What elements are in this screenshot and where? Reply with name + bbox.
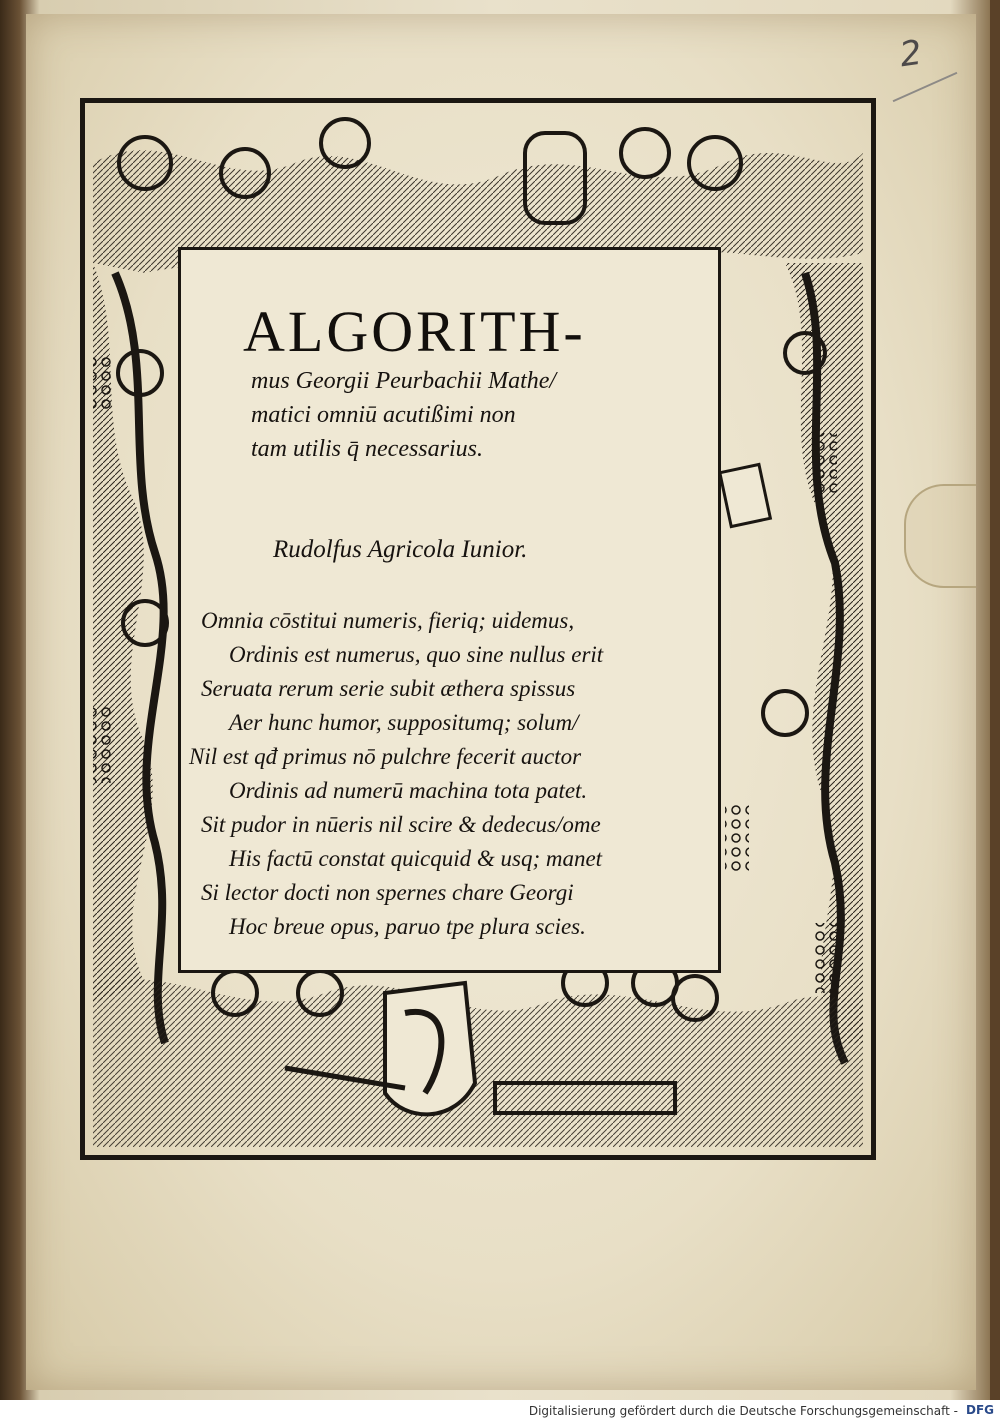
verse-line: Seruata rerum serie subit æthera spissus <box>201 676 576 701</box>
funding-notice: Digitalisierung gefördert durch die Deutsche Forschungsgemeinschaft - <box>528 1404 958 1418</box>
verse-line: Sit pudor in nūeris nil scire & dedecus/ome <box>201 812 601 837</box>
handwritten-page-number: 2 <box>897 32 925 76</box>
subtitle-line: matici omniū acutißimi non <box>251 402 516 428</box>
verse-line: Ordinis ad numerū machina tota patet. <box>229 778 588 803</box>
title-text-panel <box>178 247 721 973</box>
footer-bar <box>0 1400 1000 1425</box>
verse-line: Nil est qđ primus nō pulchre fecerit auctor <box>189 744 582 769</box>
author-line: Rudolfus Agricola Iunior. <box>273 536 528 563</box>
verse-line: His factū constat quicquid & usq; manet <box>229 846 603 871</box>
page-title: ALGORITH- <box>243 299 586 364</box>
subtitle-line: mus Georgii Peurbachii Mathe/ <box>251 368 557 394</box>
dfg-logo: DFG <box>965 1403 994 1417</box>
verse-line: Aer hunc humor, suppositumq; solum/ <box>229 710 579 735</box>
verse-line: Hoc breue opus, paruo tpe plura scies. <box>229 914 586 939</box>
page-clip-mark <box>904 484 976 588</box>
subtitle-line: tam utilis q̄ necessarius. <box>251 436 483 462</box>
verse-line: Omnia cōstitui numeris, fieriq; uidemus, <box>201 608 575 633</box>
verse-line: Si lector docti non spernes chare Georgi <box>201 880 574 905</box>
verse-line: Ordinis est numerus, quo sine nullus erit <box>229 642 604 667</box>
